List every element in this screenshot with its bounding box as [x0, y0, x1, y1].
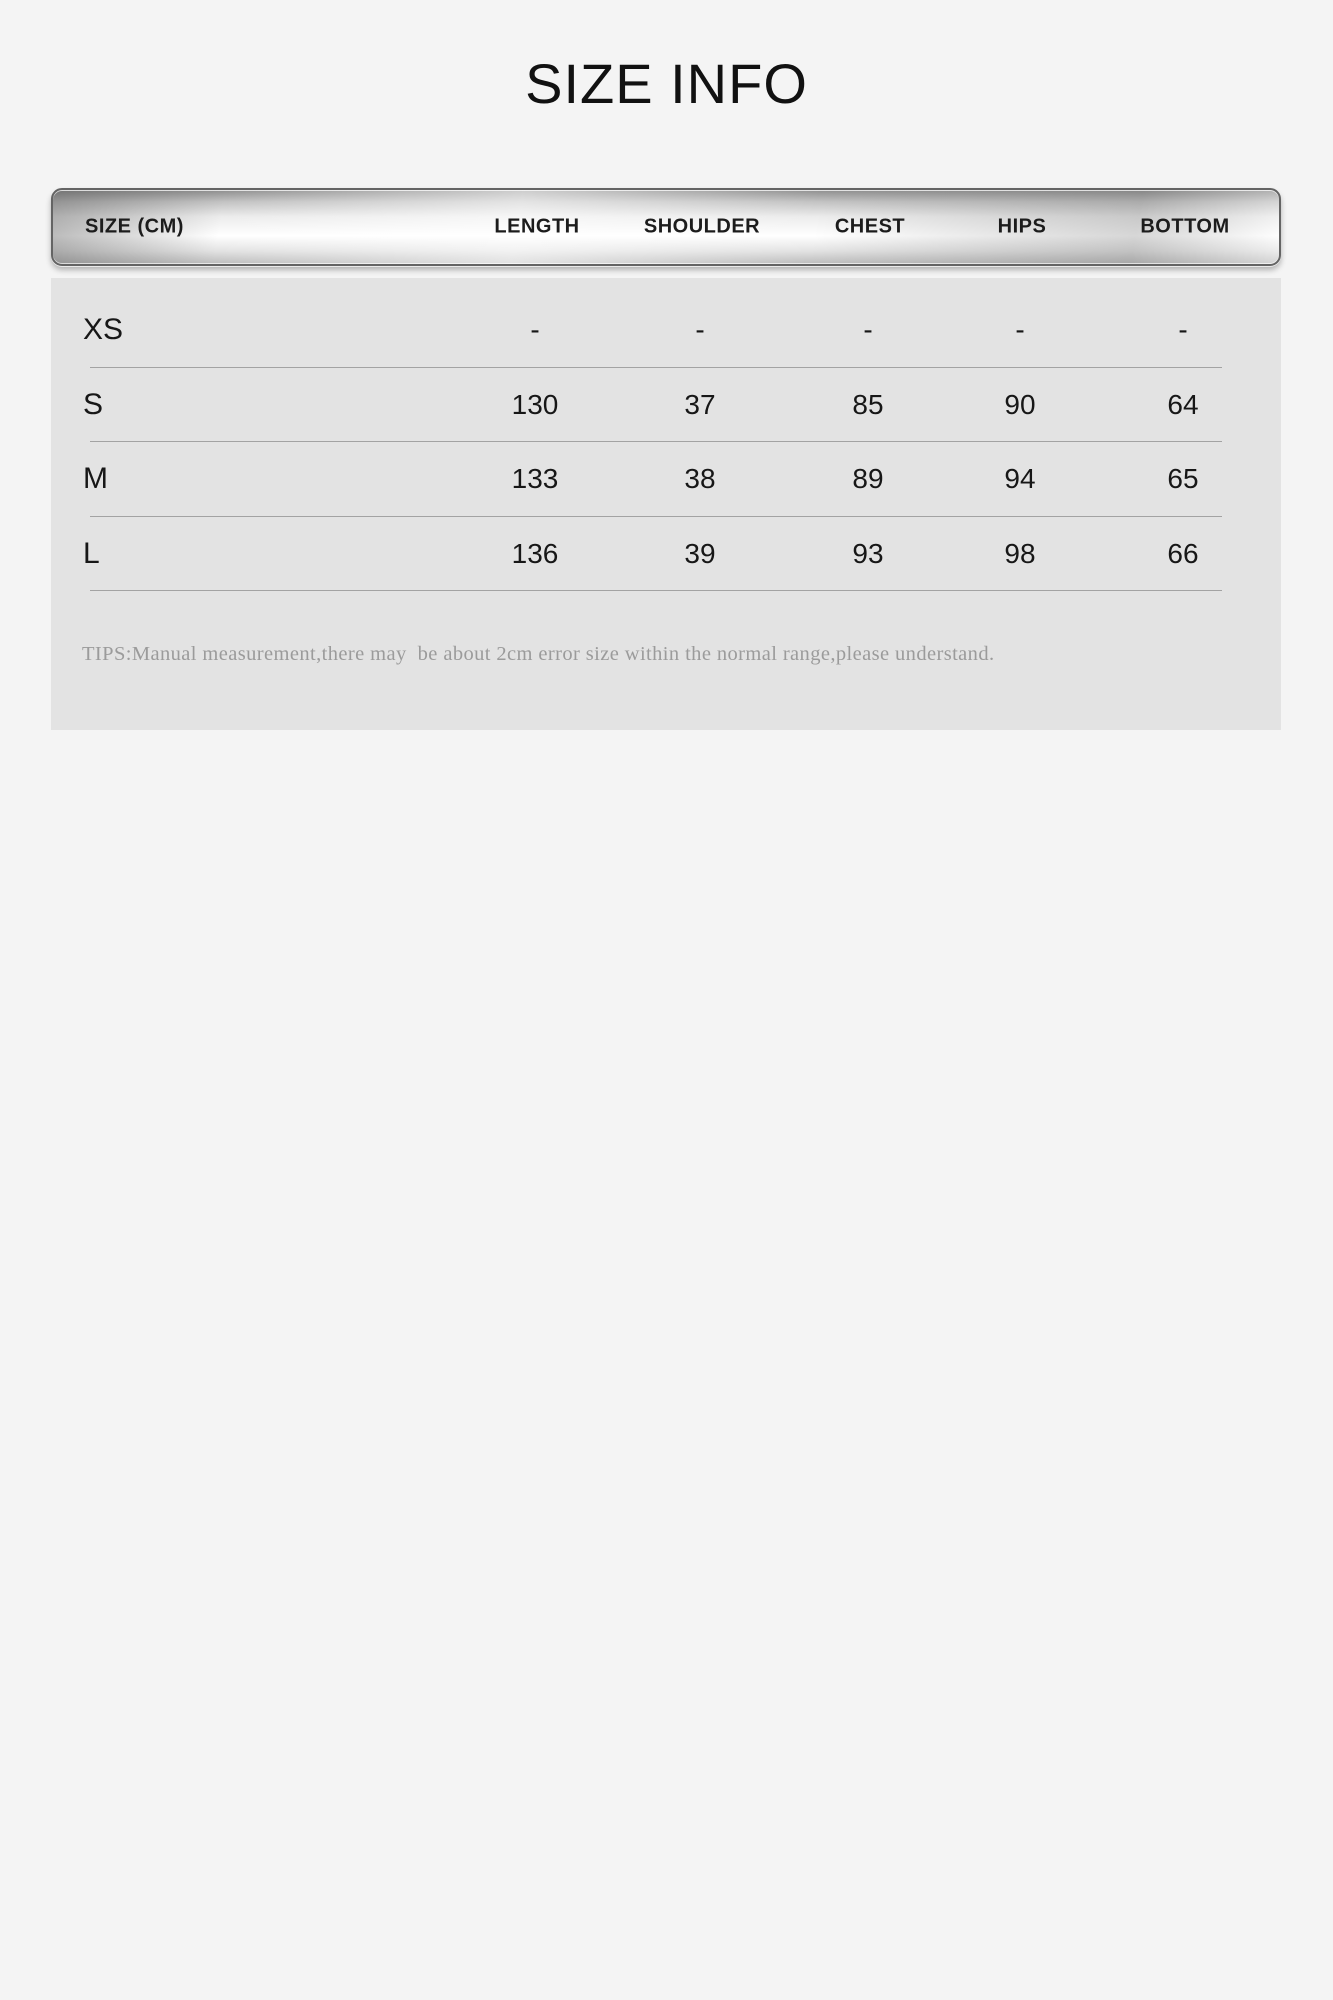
cell-bottom: 65: [1167, 463, 1199, 495]
page-title: SIZE INFO: [525, 52, 808, 115]
cell-shoulder: 39: [684, 538, 716, 570]
table-row-s: [51, 368, 1281, 443]
size-table-header-bar: [51, 188, 1281, 266]
header-size-cm: SIZE (CM): [85, 215, 184, 238]
cell-length: 130: [511, 388, 559, 420]
table-row-l: [51, 517, 1281, 592]
cell-chest: 93: [852, 538, 884, 570]
size-table-body: [51, 278, 1281, 730]
size-label: XS: [83, 313, 124, 347]
header-shoulder: SHOULDER: [643, 215, 761, 238]
cell-chest: -: [863, 314, 873, 346]
size-label: M: [83, 462, 108, 496]
header-hips: HIPS: [997, 215, 1047, 238]
cell-hips: 90: [1004, 388, 1036, 420]
cell-shoulder: 38: [684, 463, 716, 495]
size-table-panel: [51, 188, 1281, 730]
cell-chest: 85: [852, 388, 884, 420]
cell-chest: 89: [852, 463, 884, 495]
cell-bottom: 64: [1167, 388, 1199, 420]
cell-length: -: [530, 314, 540, 346]
cell-hips: 98: [1004, 538, 1036, 570]
table-row-xs: [51, 293, 1281, 368]
table-row-m: [51, 442, 1281, 517]
cell-hips: 94: [1004, 463, 1036, 495]
header-bottom: BOTTOM: [1140, 215, 1230, 238]
header-length: LENGTH: [494, 215, 580, 238]
cell-shoulder: 37: [684, 388, 716, 420]
header-chest: CHEST: [834, 215, 906, 238]
cell-bottom: -: [1178, 314, 1188, 346]
cell-shoulder: -: [695, 314, 705, 346]
cell-length: 136: [511, 538, 559, 570]
tips-note: TIPS:Manual measurement,there may be about 2cm error size within the normal range,please understand.: [82, 643, 995, 666]
size-label: L: [83, 537, 100, 571]
cell-length: 133: [511, 463, 559, 495]
cell-bottom: 66: [1167, 538, 1199, 570]
cell-hips: -: [1015, 314, 1025, 346]
size-label: S: [83, 387, 104, 421]
